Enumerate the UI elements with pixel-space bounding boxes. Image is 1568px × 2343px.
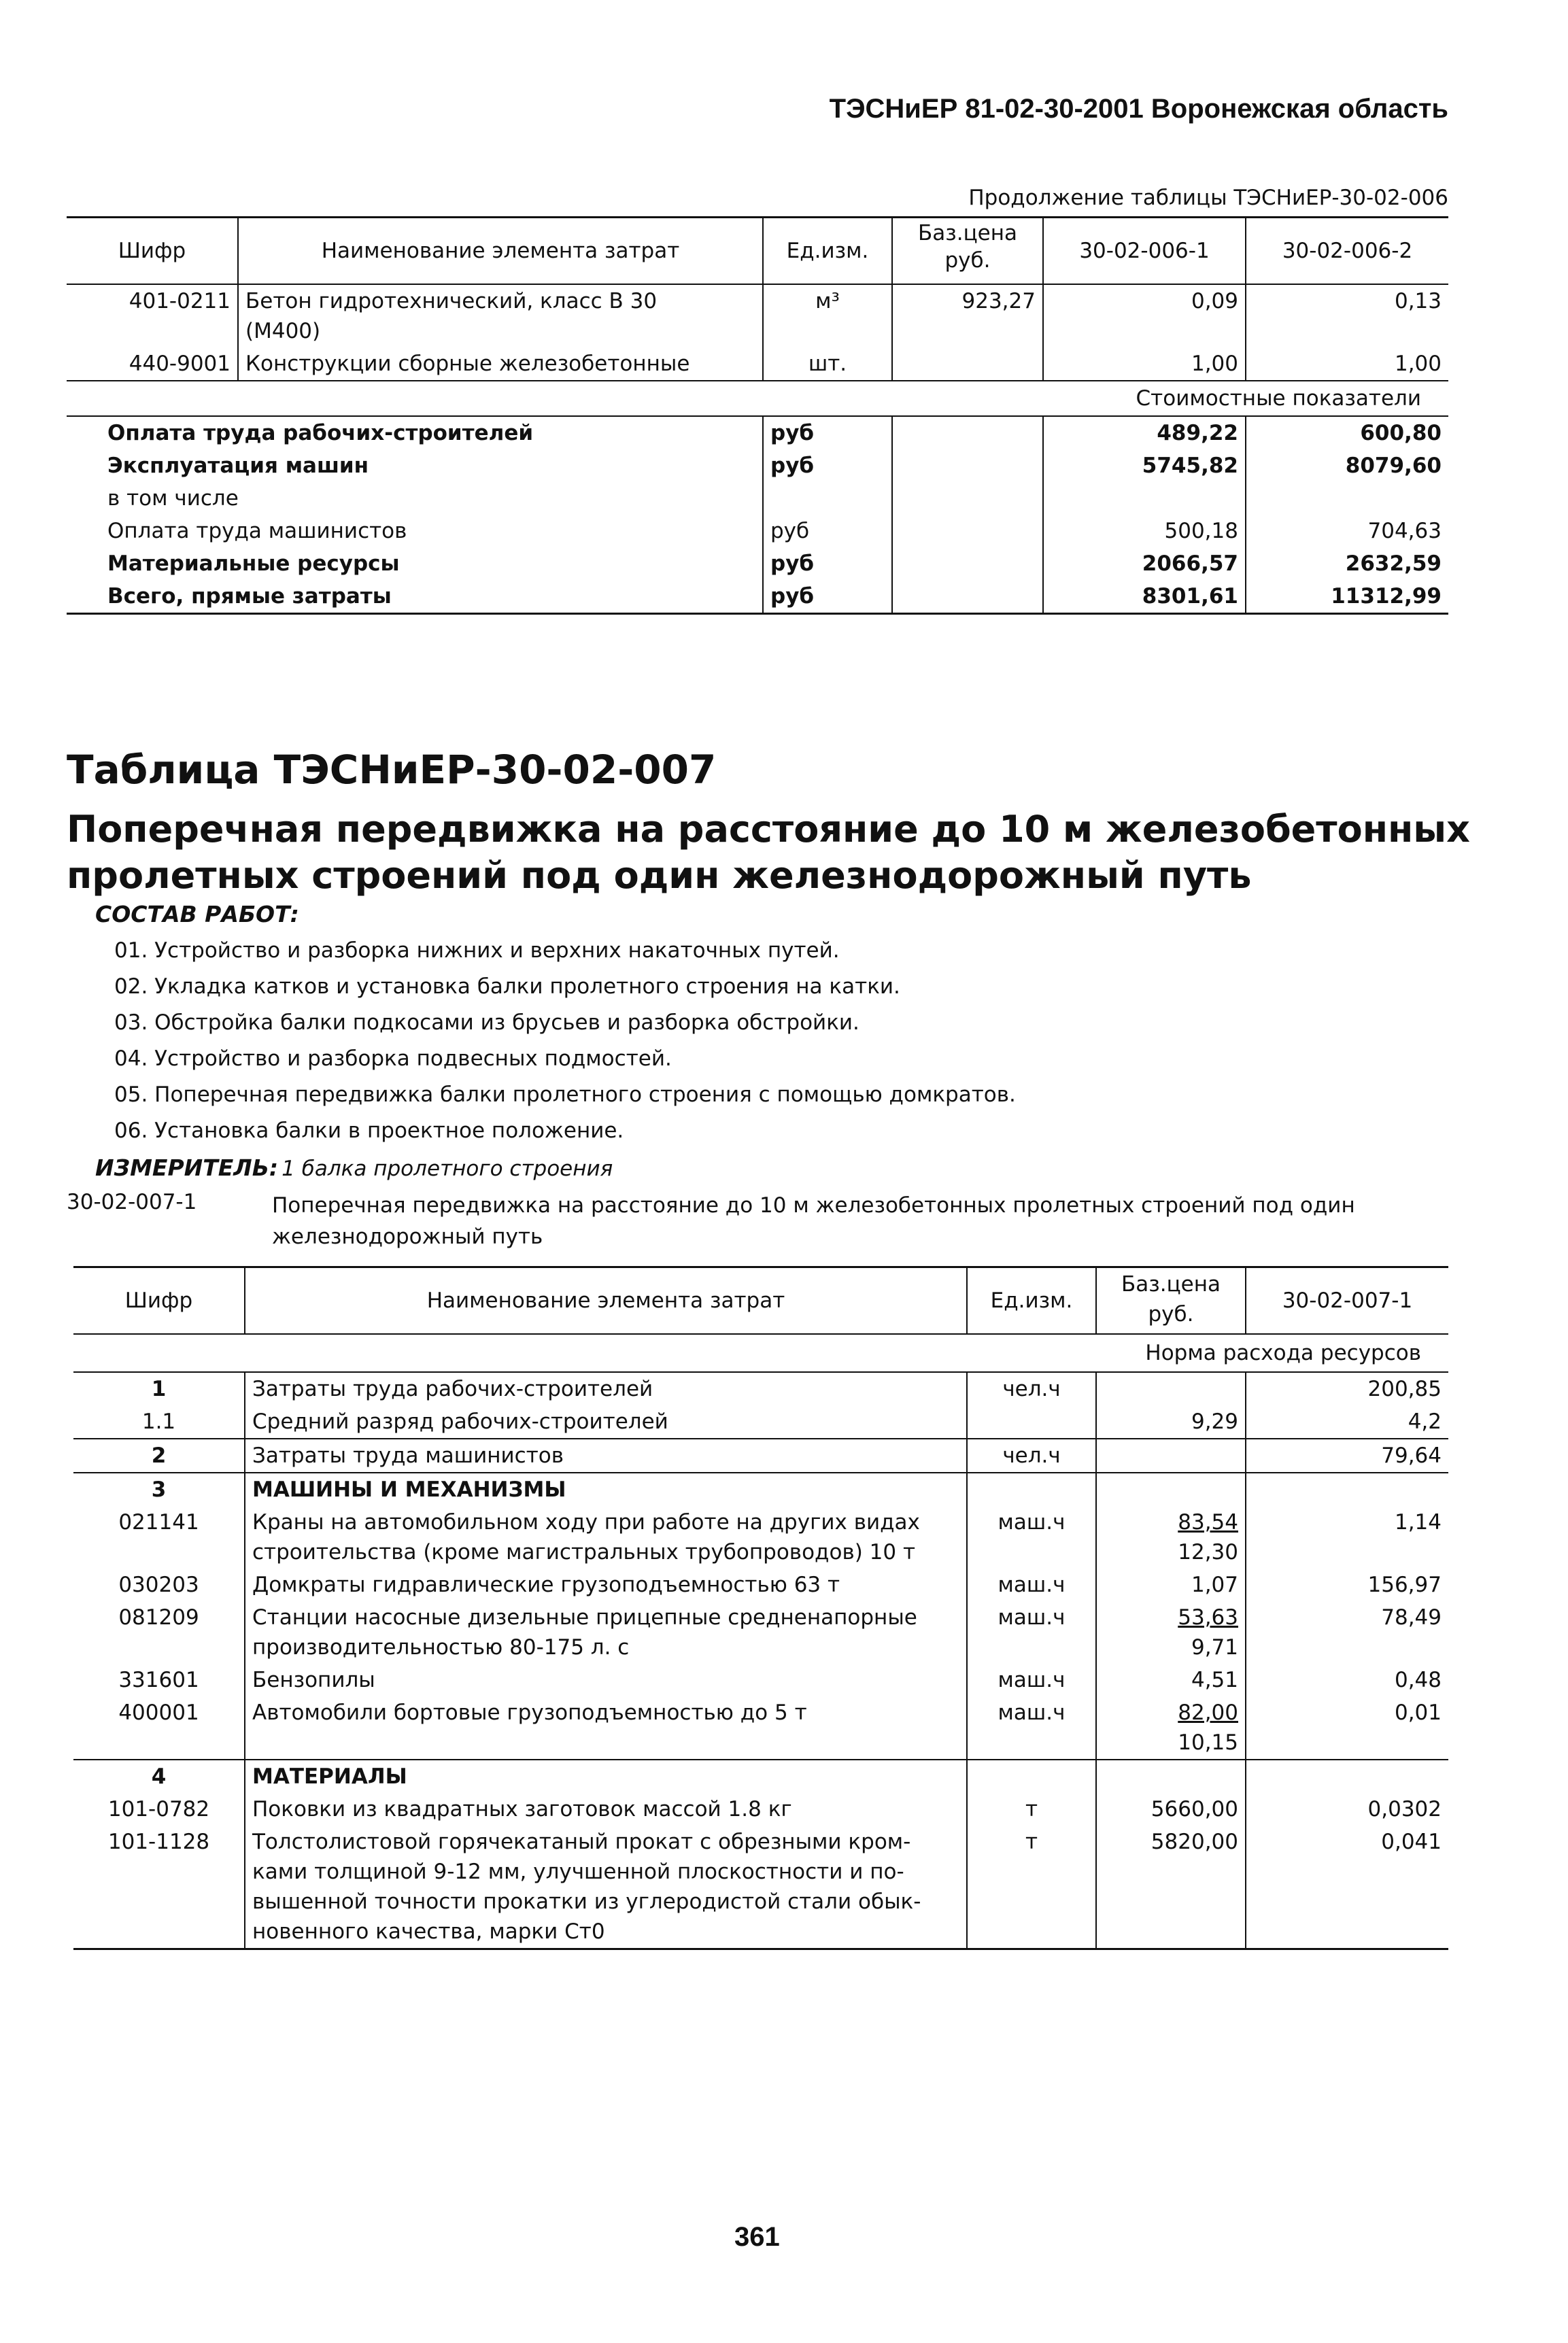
cost-value-a: 489,22 <box>1043 416 1246 449</box>
row-norm-a: 1,00 <box>1043 347 1246 381</box>
table-row: 101-0782 Поковки из квадратных заготовок массой 1.8 кг т 5660,00 0,0302 <box>73 1793 1448 1826</box>
table-header-row <box>73 1267 1448 1335</box>
section-title: Норма расхода ресурсов <box>1145 1341 1421 1365</box>
cost-value-a: 500,18 <box>1043 515 1246 547</box>
meter-value: 1 балка пролетного строения <box>282 1157 613 1181</box>
cost-name: Всего, прямые затраты <box>107 584 392 609</box>
meter-label: ИЗМЕРИТЕЛЬ: <box>95 1155 279 1181</box>
col-norm-header: 30-02-007-1 <box>1246 1267 1448 1335</box>
norm-description: Поперечная передвижка на расстояние до 10 м железобетонных пролетных строений под один железнодорожный путь <box>272 1193 1355 1249</box>
work-item: 06. Установка балки в проектное положение. <box>114 1118 624 1143</box>
cost-row <box>67 449 1448 482</box>
section-heading: Поперечная передвижка на расстояние до 10 м железобетонных пролетных строений под один железнодорожный путь <box>67 808 1470 897</box>
cost-unit: руб <box>763 580 892 614</box>
work-item: 03. Обстройка балки подкосами из брусьев и разборка обстройки. <box>114 1010 859 1035</box>
row-norm-a: 0,09 <box>1043 284 1246 347</box>
table-row: 3 МАШИНЫ И МЕХАНИЗМЫ <box>73 1473 1448 1506</box>
section-row <box>67 381 1448 416</box>
cost-row <box>67 580 1448 614</box>
cost-value-b: 600,80 <box>1246 416 1448 449</box>
page-number: 361 <box>734 2222 780 2252</box>
cost-row <box>67 482 1448 515</box>
work-item: 01. Устройство и разборка нижних и верхних накаточных путей. <box>114 938 840 963</box>
col-norm-a-header: 30-02-006-1 <box>1043 218 1246 285</box>
cost-value-a: 2066,57 <box>1043 547 1246 580</box>
table-row: 331601 Бензопилы маш.ч 4,51 0,48 <box>73 1664 1448 1696</box>
cost-value-b: 2632,59 <box>1246 547 1448 580</box>
cost-table-30-02-006 <box>67 216 1448 615</box>
row-code: 401-0211 <box>129 289 231 313</box>
table-row: 2 Затраты труда машинистов чел.ч 79,64 <box>73 1439 1448 1473</box>
section-title: Стоимостные показатели <box>1136 386 1421 411</box>
table-row: 021141 Краны на автомобильном ходу при работе на других видах строительства (кроме магистральных трубопроводов) 10 т маш.ч 83,54 12,30 1,14 <box>73 1506 1448 1569</box>
cost-name: Оплата труда рабочих-строителей <box>107 421 534 445</box>
col-unit-header: Ед.изм. <box>967 1267 1096 1335</box>
col-price-header: Баз.цена руб. <box>1096 1267 1246 1335</box>
row-unit: шт. <box>763 347 892 381</box>
row-norm-b: 1,00 <box>1246 347 1448 381</box>
cost-unit: руб <box>763 416 892 449</box>
row-name: Конструкции сборные железобетонные <box>238 347 763 381</box>
cost-row <box>67 547 1448 580</box>
table-id-title: Таблица ТЭСНиЕР-30-02-007 <box>67 747 717 793</box>
cost-row <box>67 416 1448 449</box>
table-continuation-caption: Продолжение таблицы ТЭСНиЕР-30-02-006 <box>968 186 1448 210</box>
cost-value-b: 8079,60 <box>1246 449 1448 482</box>
cost-value-b: 704,63 <box>1246 515 1448 547</box>
table-row: 081209 Станции насосные дизельные прицепные средненапорные производительностью 80-175 л. с маш.ч 53,63 9,71 78,49 <box>73 1601 1448 1664</box>
work-item: 04. Устройство и разборка подвесных подмостей. <box>114 1046 672 1071</box>
cost-name: Материальные ресурсы <box>107 551 400 576</box>
col-code-header: Шифр <box>118 239 186 263</box>
table-row: 1 Затраты труда рабочих-строителей чел.ч 200,85 <box>73 1372 1448 1405</box>
page-header: ТЭСНиЕР 81-02-30-2001 Воронежская область <box>829 94 1448 124</box>
row-code: 440-9001 <box>129 352 231 376</box>
composition-label: СОСТАВ РАБОТ: <box>95 901 299 927</box>
cost-unit: руб <box>763 515 892 547</box>
work-item: 02. Укладка катков и установка балки пролетного строения на катки. <box>114 974 900 999</box>
work-item: 05. Поперечная передвижка балки пролетного строения с помощью домкратов. <box>114 1082 1016 1107</box>
col-name-header: Наименование элемента затрат <box>245 1267 967 1335</box>
table-row <box>67 347 1448 381</box>
resource-table-30-02-007 <box>73 1266 1448 1950</box>
cost-name: Эксплуатация машин <box>107 454 369 478</box>
col-price-header: Баз.цена руб. <box>892 218 1043 285</box>
cost-name: в том числе <box>107 486 239 511</box>
table-row: 1.1 Средний разряд рабочих-строителей 9,29 4,2 <box>73 1405 1448 1439</box>
table-row <box>67 284 1448 347</box>
cost-value-b: 11312,99 <box>1246 580 1448 614</box>
cost-value-a: 5745,82 <box>1043 449 1246 482</box>
section-row <box>73 1334 1448 1372</box>
col-name-header: Наименование элемента затрат <box>238 218 763 285</box>
table-header-row <box>67 218 1448 285</box>
col-code-header: Шифр <box>124 1288 193 1313</box>
row-price: 923,27 <box>892 284 1043 347</box>
cost-unit: руб <box>763 547 892 580</box>
cost-value-a: 8301,61 <box>1043 580 1246 614</box>
col-unit-header: Ед.изм. <box>763 218 892 285</box>
cost-row <box>67 515 1448 547</box>
table-row: 4 МАТЕРИАЛЫ <box>73 1760 1448 1793</box>
row-name: Бетон гидротехнический, класс В 30 (М400) <box>238 284 763 347</box>
col-norm-b-header: 30-02-006-2 <box>1246 218 1448 285</box>
meter-line <box>95 1155 613 1181</box>
table-row: 030203 Домкраты гидравлические грузоподъемностью 63 т маш.ч 1,07 156,97 <box>73 1569 1448 1601</box>
norm-code: 30-02-007-1 <box>67 1190 197 1214</box>
table-row: 400001 Автомобили бортовые грузоподъемностью до 5 т маш.ч 82,00 10,15 0,01 <box>73 1696 1448 1760</box>
row-norm-b: 0,13 <box>1246 284 1448 347</box>
row-price <box>892 347 1043 381</box>
cost-name: Оплата труда машинистов <box>107 519 407 543</box>
row-unit: м³ <box>763 284 892 347</box>
table-row: 101-1128 Толстолистовой горячекатаный прокат с обрезными кром- ками толщиной 9-12 мм, улучшенной плоскостности и по- вышенной точности прокатки из углеродистой стали обык- новенного качества, марки Ст0 т 5820,00 0,041 <box>73 1826 1448 1949</box>
cost-unit: руб <box>763 449 892 482</box>
